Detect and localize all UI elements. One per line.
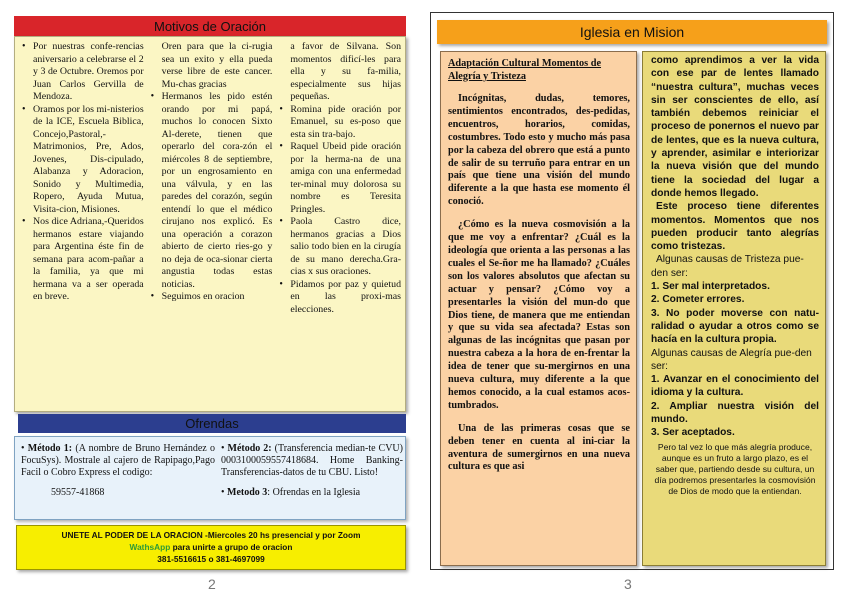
invite-phones: 381-5516615 o 381-4697099 [157,554,265,564]
prayer-item: • Por nuestras confe-rencias aniversario a celebrarse el 2 y 3 de Octubre. Oremos por Juan Carlos Gervilla de Mendoza. [21,41,144,104]
offering-method-3: • Metodo 3: Ofrendas en la Iglesia [221,487,361,498]
closing-paragraph: Pero tal vez lo que más alegría produce, aunque es un fruto a largo plazo, es el saber que, partiendo desde su cultura, un día podremos presentarles la cosmovisión de Dios de modo que la entiendan. [654,441,816,497]
article-paragraph: Este proceso tiene diferentes momentos. Momentos que nos pueden producir tanto alegrías como tristezas. [651,201,819,253]
prayer-item: • Romina pide oración por Emanuel, su es-poso que esta sin tra-bajo. [278,104,401,142]
prayer-item: • Pidamos por paz y quietud en las proxi-mas elecciones. [278,279,401,317]
article-paragraph: como aprendimos a ver la vida con ese par de lentes llamado “nuestra cultura”, muchas veces sin ser conscientes de ello, así también debemos reiniciar el proceso de ponernos el nuevo par de lentes, que es la nueva cultura, y aprender, asimilar e interiorizar la nueva visión que del mundo tiene la sociedad del lugar a donde hemos llegado. [651,55,819,199]
alegria-intro: Algunas causas de Alegría pue-den ser: [651,347,812,372]
article-title: Adaptación Cultural Momentos de Alegría y Tristeza [448,58,602,82]
method-1-code: 59557-41868 [51,487,105,498]
invite-line-2-text: para unirte a grupo de oracion [170,542,293,552]
alegria-item: 3. Ser aceptados. [651,427,735,439]
prayer-requests-box [14,36,406,412]
alegria-item: 1. Avanzar en el conocimiento del idioma y la cultura. [651,374,819,399]
motivos-header [14,16,406,36]
method-2-label: Método 2: [227,443,272,454]
prayer-item-continuation: a favor de Silvana. Son momentos dificí-les para ella y su fa-milia, especialmente sus hijas pequeñas. [290,41,402,102]
method-3-label: Metodo 3 [227,487,268,498]
prayer-item-continuation: Oren para que la ci-rugia sea un exito y ella pueda verse libre de este cancer. Mu-chas gracias [161,41,273,90]
invite-line-2 [17,541,405,553]
tristeza-item: 1. Ser mal interpretados. [651,281,770,293]
motivos-title: Motivos de Oración [154,18,266,34]
offering-method-2: • Método 2: (Transferencia median-te CVU) 0003100059557418684. Home Banking- Transferencias-datos de tu CBU. Listo! • Metodo 3: Ofrendas en la Iglesia [221,443,403,498]
page-number-left: 2 [208,576,216,592]
article-column-2 [642,51,826,566]
mision-title: Iglesia en Mision [579,24,685,40]
offering-method-1: • Método 1: (A nombre de Bruno Hernández o FocuSys). Mostrale al cajero de Rapipago,Pago Facil o Cobro Express el codigo: 59557-41868 [21,443,215,498]
prayer-column-1 [21,41,144,407]
article-paragraph: ¿Cómo es la nueva cosmovisión a la que me voy a enfrentar? ¿Cuál es la ideología que orienta a las personas a las cuales el Se-ñor me ha llamado? ¿Cuáles son los valores absolutos que afectan su actuar y pensar? ¿Cómo voy a presentarles la visión del mun-do que Dios tiene, de manera que me entiendan y que su vida sea afectada? Estas son algunas de las incógnitas que pasan por nuestra cabeza a la hora de en-frentar la idea de tener que su-mergirnos en una nueva cultura, muy diferente a la que hemos conocido, a la cual estamos acos-tumbrados. [448,219,630,411]
tristeza-item: 3. No poder moverse con natu-ralidad o ayudar a otros como se hacía en la cultura propia. [651,307,819,346]
method-1-text: (A nombre de Bruno Hernández o FocuSys). Mostrale al cajero de Rapipago,Pago Facil o Cobro Express el codigo: [21,443,215,478]
prayer-item: • Paola Castro dice, hermanos gracias a Dios salio todo bien en la cirugía de su mano derecha.Gra-cias x sus oraciones. [278,216,401,279]
ofrendas-box [14,436,406,520]
ofrendas-title: Ofrendas [185,416,239,431]
invite-line-1: UNETE AL PODER DE LA ORACION -Miercoles 20 hs presencial y por Zoom [61,530,361,540]
prayer-invite-box [16,525,406,570]
prayer-column-3 [278,41,401,407]
prayer-item: • Nos dice Adriana,-Queridos hermanos estare viajando para Argentina éste fin de semana para acom-pañar a la familia, ya que mi hermana va a ser operada en breve. [21,216,144,304]
ofrendas-header [18,414,406,433]
prayer-item: • Raquel Ubeid pide oración por la herma-na de una amiga con una enfermedad ter-minal muy dolorosa su nombre es Teresita Pringles. [278,141,401,216]
mision-header [437,20,827,44]
article-paragraph: Incógnitas, dudas, temores, sentimientos encontrados, des-pedidas, encuentros, horarios, comidas, costumbres. Todo esto y mucho más pasa por la cabeza del obrero que está a punto de salir de su terruño para entrar en un país que tiene una visión del mundo diferente a la que hasta ese momento él conoció. [448,93,630,208]
article-paragraph: Una de las primeras cosas que se deben tener en cuenta al ini-ciar la aventura de sumergirnos en una nueva cultura es que asi [448,422,630,473]
whatsapp-label: WathsApp [129,542,171,552]
method-2-text: (Transferencia median-te CVU) 0003100059557418684. Home Banking- Transferencias-datos de tu CBU. Listo! [221,443,403,478]
alegria-item: 2. Ampliar nuestra visión del mundo. [651,400,819,426]
tristeza-item: 2. Cometer errores. [651,294,745,306]
page-number-right: 3 [624,576,632,592]
prayer-item: • Oramos por los mi-nisterios de la ICE, Escuela Biblica, Concejo,Pastoral,-Matrimonios, Pre, Ados, Jovenes, Dis-cipulado, Alabanza y Adoracion, Sonido y Multimedia, Ropero, Ayuda Mutua, Visita-cion, Misiones. [21,104,144,217]
tristeza-intro: Algunas causas de Tristeza pue-den ser: [651,254,804,279]
article-column-1 [440,51,637,566]
method-1-label: Método 1: [27,443,73,454]
prayer-column-2 [150,41,273,407]
method-3-text: : Ofrendas en la Iglesia [267,487,361,498]
prayer-item: • Seguimos en oracion [150,291,273,304]
prayer-item: • Hermanos les pido estén orando por mi papá, muchos lo conocen Sixto Al-derete, tienen que operarlo del cora-zón el miércoles 8 de septiembre, por un engrosamiento en una válvula, y en las paredes del corazón, según entendí lo que el médico cirujano nos explicó. Es una operación a corazon abierto de cierto ries-go y no deja de oca-sionar cierta angustia todas estas noticias. [150,91,273,291]
